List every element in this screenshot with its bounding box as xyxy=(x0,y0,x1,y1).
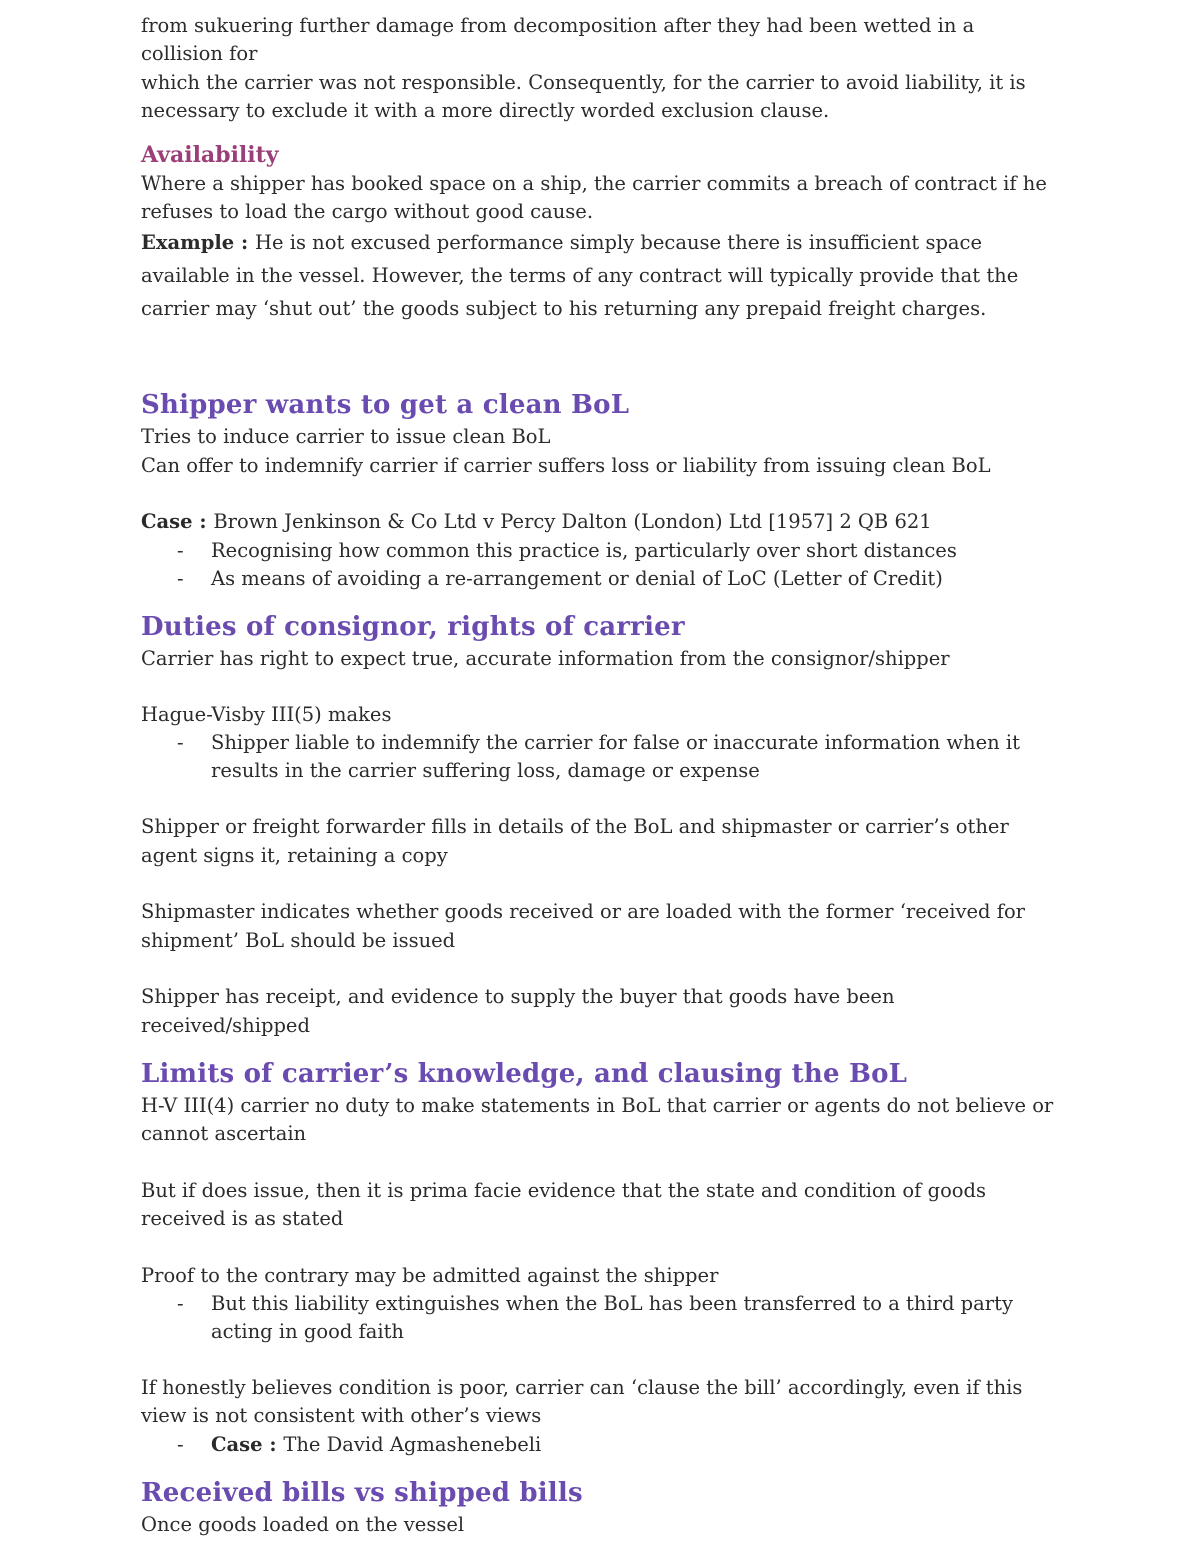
received-line: Once goods loaded on the vessel xyxy=(141,1512,465,1536)
limits-heading: Limits of carrier’s knowledge, and clausing the BoL xyxy=(141,1058,908,1089)
availability-heading: Availability xyxy=(141,141,279,168)
clean-bol-heading: Shipper wants to get a clean BoL xyxy=(141,390,630,421)
duties-bullets xyxy=(141,729,1061,785)
limits-paragraph: H-V III(4) carrier no duty to make statements in BoL that carrier or agents do not believe or cannot ascertain xyxy=(141,1093,1054,1146)
hague-visby-line: Hague-Visby III(5) makes xyxy=(141,703,392,727)
limits-paragraph: But if does issue, then it is prima facie evidence that the state and condition of goods received is as stated xyxy=(141,1178,987,1231)
intro-line: from sukuering further damage from decomposition after they had been wetted in a collision for xyxy=(141,14,975,66)
intro-line: which the carrier was not responsible. Consequently, for the carrier to avoid liability, it is xyxy=(141,70,1026,94)
document-page xyxy=(141,12,1061,1539)
list-item: - Recognising how common this practice is, particularly over short distances xyxy=(177,538,957,562)
availability-example: Example : He is not excused performance simply because there is insufficient space available in the vessel. However, the terms of any contract will typically provide that the carrier may ‘shut out’ the goods subject to his returning any prepaid freight charges. xyxy=(141,231,1019,321)
case-text: Brown Jenkinson & Co Ltd v Percy Dalton (London) Ltd [1957] 2 QB 621 xyxy=(213,510,932,534)
list-item: - As means of avoiding a re-arrangement or denial of LoC (Letter of Credit) xyxy=(177,566,943,590)
intro-line: necessary to exclude it with a more directly worded exclusion clause. xyxy=(141,99,830,123)
availability-paragraph: Where a shipper has booked space on a ship, the carrier commits a breach of contract if he refuses to load the cargo without good cause. xyxy=(141,171,1047,224)
clean-bol-line: Tries to induce carrier to issue clean BoL xyxy=(141,425,551,449)
clean-bol-bullets xyxy=(141,537,1061,593)
duties-paragraph: Shipmaster indicates whether goods received or are loaded with the former ‘received for shipment’ BoL should be issued xyxy=(141,900,1026,952)
limits-bullets xyxy=(141,1290,1061,1346)
duties-line: Carrier has right to expect true, accurate information from the consignor/shipper xyxy=(141,646,950,670)
limits-paragraph: Proof to the contrary may be admitted against the shipper xyxy=(141,1263,719,1287)
case-label: Case xyxy=(211,1432,263,1456)
limits-paragraph: If honestly believes condition is poor, carrier can ‘clause the bill’ accordingly, even if this view is not consistent with other’s views xyxy=(141,1375,1023,1428)
duties-heading: Duties of consignor, rights of carrier xyxy=(141,611,685,642)
case-text: The David Agmashenebeli xyxy=(283,1432,542,1456)
list-item: - Case : The David Agmashenebeli xyxy=(177,1432,542,1456)
case-label: Case xyxy=(141,510,193,534)
example-text: He is not excused performance simply because there is insufficient space available in the vessel. However, the terms of any contract will typically provide that the carrier may ‘shut out’ the goods subject to his returning any prepaid freight charges. xyxy=(141,231,1019,321)
duties-paragraph: Shipper or freight forwarder fills in details of the BoL and shipmaster or carrier’s other agent signs it, retaining a copy xyxy=(141,815,1009,867)
list-item: - But this liability extinguishes when the BoL has been transferred to a third party acting in good faith xyxy=(177,1291,1013,1343)
example-label: Example xyxy=(141,231,235,255)
limits-case-bullets xyxy=(141,1431,1061,1459)
list-item: - Shipper liable to indemnify the carrier for false or inaccurate information when it results in the carrier suffering loss, damage or expense xyxy=(177,731,1020,783)
clean-bol-line: Can offer to indemnify carrier if carrier suffers loss or liability from issuing clean BoL xyxy=(141,453,991,477)
clean-bol-case: Case : Brown Jenkinson & Co Ltd v Percy Dalton (London) Ltd [1957] 2 QB 621 xyxy=(141,510,932,534)
duties-paragraph: Shipper has receipt, and evidence to supply the buyer that goods have been received/shipped xyxy=(141,985,895,1037)
received-heading: Received bills vs shipped bills xyxy=(141,1477,583,1508)
